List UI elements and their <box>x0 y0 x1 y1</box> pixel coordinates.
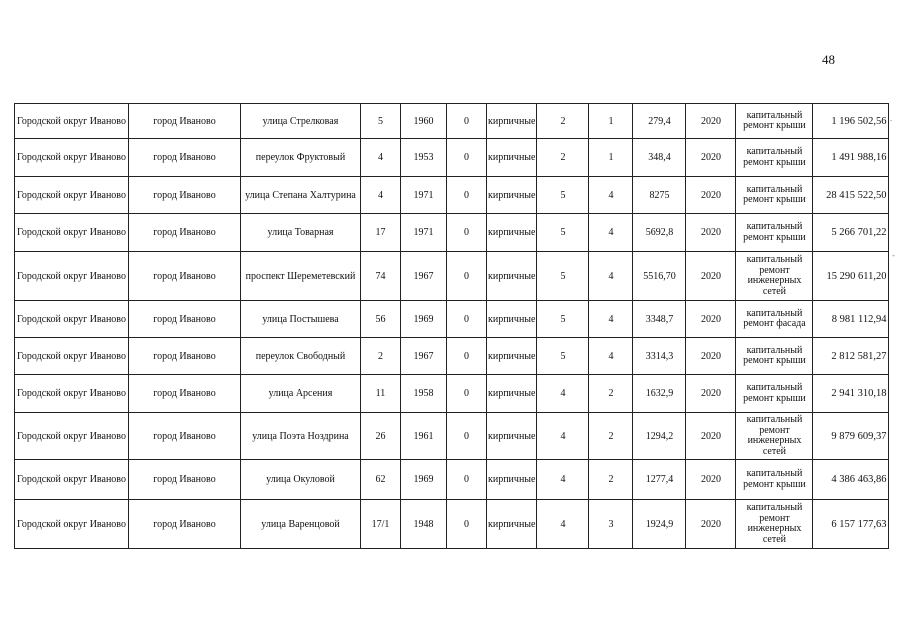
page-number: 48 <box>822 52 835 67</box>
table-row <box>15 338 889 375</box>
cell-cost: 5 266 701,22 <box>813 214 889 252</box>
cell-municipality: Городской округ Иваново <box>15 413 129 460</box>
cell-settlement: город Иваново <box>129 214 241 252</box>
table-row <box>15 214 889 252</box>
cell-floors: 2 <box>537 139 589 177</box>
cell-wall-material: кирпичные <box>487 139 537 177</box>
cell-entrances: 4 <box>589 301 633 338</box>
cell-year-reconstructed: 0 <box>447 375 487 413</box>
cell-entrances: 2 <box>589 413 633 460</box>
cell-area: 1277,4 <box>633 460 686 500</box>
cell-work-type: капитальный ремонт крыши <box>736 177 813 214</box>
cell-work-type: капитальный ремонт инженерных сетей <box>736 252 813 301</box>
cell-year-built: 1967 <box>401 338 447 375</box>
cell-settlement: город Иваново <box>129 338 241 375</box>
cell-street: улица Степана Халтурина <box>241 177 361 214</box>
cell-year-reconstructed: 0 <box>447 413 487 460</box>
cell-entrances: 1 <box>589 139 633 177</box>
cell-cost: 6 157 177,63 <box>813 500 889 549</box>
cell-house-number: 5 <box>361 104 401 139</box>
cell-area: 5692,8 <box>633 214 686 252</box>
cell-planned-year: 2020 <box>686 413 736 460</box>
cell-wall-material: кирпичные <box>487 104 537 139</box>
cell-year-reconstructed: 0 <box>447 460 487 500</box>
cell-area: 5516,70 <box>633 252 686 301</box>
cell-area: 279,4 <box>633 104 686 139</box>
cell-planned-year: 2020 <box>686 139 736 177</box>
cell-cost: 2 941 310,18 <box>813 375 889 413</box>
cell-year-reconstructed: 0 <box>447 338 487 375</box>
cell-wall-material: кирпичные <box>487 460 537 500</box>
cell-planned-year: 2020 <box>686 338 736 375</box>
cell-planned-year: 2020 <box>686 301 736 338</box>
cell-area: 1632,9 <box>633 375 686 413</box>
cell-settlement: город Иваново <box>129 301 241 338</box>
cell-wall-material: кирпичные <box>487 413 537 460</box>
cell-wall-material: кирпичные <box>487 177 537 214</box>
cell-wall-material: кирпичные <box>487 500 537 549</box>
cell-street: улица Стрелковая <box>241 104 361 139</box>
cell-entrances: 4 <box>589 338 633 375</box>
cell-floors: 5 <box>537 338 589 375</box>
cell-floors: 2 <box>537 104 589 139</box>
cell-municipality: Городской округ Иваново <box>15 177 129 214</box>
cell-year-built: 1969 <box>401 460 447 500</box>
cell-work-type: капитальный ремонт крыши <box>736 375 813 413</box>
cell-floors: 4 <box>537 413 589 460</box>
cell-house-number: 62 <box>361 460 401 500</box>
table-row <box>15 301 889 338</box>
cell-street: улица Постышева <box>241 301 361 338</box>
cell-house-number: 4 <box>361 139 401 177</box>
cell-house-number: 4 <box>361 177 401 214</box>
cell-area: 3348,7 <box>633 301 686 338</box>
cell-cost: 1 196 502,56 <box>813 104 889 139</box>
cell-year-reconstructed: 0 <box>447 139 487 177</box>
cell-planned-year: 2020 <box>686 252 736 301</box>
table-body <box>15 104 889 549</box>
cell-year-built: 1971 <box>401 214 447 252</box>
cell-settlement: город Иваново <box>129 252 241 301</box>
scan-mark: . <box>890 113 893 123</box>
cell-year-reconstructed: 0 <box>447 177 487 214</box>
cell-cost: 9 879 609,37 <box>813 413 889 460</box>
cell-cost: 15 290 611,20 <box>813 252 889 301</box>
cell-settlement: город Иваново <box>129 104 241 139</box>
cell-street: улица Окуловой <box>241 460 361 500</box>
cell-house-number: 26 <box>361 413 401 460</box>
cell-planned-year: 2020 <box>686 214 736 252</box>
table-row <box>15 139 889 177</box>
cell-municipality: Городской округ Иваново <box>15 500 129 549</box>
cell-area: 1294,2 <box>633 413 686 460</box>
cell-wall-material: кирпичные <box>487 214 537 252</box>
cell-work-type: капитальный ремонт крыши <box>736 139 813 177</box>
cell-work-type: капитальный ремонт крыши <box>736 460 813 500</box>
table-row <box>15 413 889 460</box>
cell-wall-material: кирпичные <box>487 338 537 375</box>
cell-municipality: Городской округ Иваново <box>15 338 129 375</box>
cell-work-type: капитальный ремонт инженерных сетей <box>736 500 813 549</box>
cell-floors: 4 <box>537 375 589 413</box>
cell-planned-year: 2020 <box>686 460 736 500</box>
housing-repair-table <box>14 103 889 549</box>
cell-settlement: город Иваново <box>129 500 241 549</box>
cell-area: 348,4 <box>633 139 686 177</box>
cell-year-built: 1958 <box>401 375 447 413</box>
cell-street: улица Варенцовой <box>241 500 361 549</box>
cell-municipality: Городской округ Иваново <box>15 252 129 301</box>
cell-year-reconstructed: 0 <box>447 301 487 338</box>
cell-municipality: Городской округ Иваново <box>15 139 129 177</box>
cell-work-type: капитальный ремонт крыши <box>736 214 813 252</box>
table-row <box>15 460 889 500</box>
cell-municipality: Городской округ Иваново <box>15 460 129 500</box>
cell-floors: 5 <box>537 252 589 301</box>
cell-year-reconstructed: 0 <box>447 500 487 549</box>
cell-floors: 5 <box>537 214 589 252</box>
cell-wall-material: кирпичные <box>487 252 537 301</box>
cell-entrances: 2 <box>589 460 633 500</box>
cell-street: переулок Фруктовый <box>241 139 361 177</box>
cell-street: улица Поэта Ноздрина <box>241 413 361 460</box>
cell-floors: 5 <box>537 177 589 214</box>
cell-municipality: Городской округ Иваново <box>15 104 129 139</box>
cell-municipality: Городской округ Иваново <box>15 375 129 413</box>
cell-year-built: 1971 <box>401 177 447 214</box>
cell-house-number: 11 <box>361 375 401 413</box>
cell-work-type: капитальный ремонт крыши <box>736 338 813 375</box>
cell-street: переулок Свободный <box>241 338 361 375</box>
cell-floors: 4 <box>537 460 589 500</box>
cell-settlement: город Иваново <box>129 413 241 460</box>
cell-house-number: 56 <box>361 301 401 338</box>
cell-area: 8275 <box>633 177 686 214</box>
cell-house-number: 74 <box>361 252 401 301</box>
cell-floors: 4 <box>537 500 589 549</box>
table-row <box>15 500 889 549</box>
cell-year-built: 1948 <box>401 500 447 549</box>
cell-area: 3314,3 <box>633 338 686 375</box>
cell-settlement: город Иваново <box>129 375 241 413</box>
cell-cost: 2 812 581,27 <box>813 338 889 375</box>
cell-year-built: 1953 <box>401 139 447 177</box>
cell-year-built: 1967 <box>401 252 447 301</box>
cell-settlement: город Иваново <box>129 460 241 500</box>
cell-entrances: 4 <box>589 214 633 252</box>
cell-settlement: город Иваново <box>129 177 241 214</box>
cell-year-built: 1961 <box>401 413 447 460</box>
cell-cost: 28 415 522,50 <box>813 177 889 214</box>
cell-cost: 8 981 112,94 <box>813 301 889 338</box>
cell-year-reconstructed: 0 <box>447 214 487 252</box>
table-row <box>15 177 889 214</box>
table-row <box>15 375 889 413</box>
cell-work-type: капитальный ремонт фасада <box>736 301 813 338</box>
cell-cost: 4 386 463,86 <box>813 460 889 500</box>
cell-wall-material: кирпичные <box>487 375 537 413</box>
cell-municipality: Городской округ Иваново <box>15 214 129 252</box>
cell-street: улица Товарная <box>241 214 361 252</box>
cell-floors: 5 <box>537 301 589 338</box>
cell-house-number: 17 <box>361 214 401 252</box>
cell-planned-year: 2020 <box>686 500 736 549</box>
cell-area: 1924,9 <box>633 500 686 549</box>
cell-planned-year: 2020 <box>686 104 736 139</box>
scan-mark: - <box>892 250 895 260</box>
cell-municipality: Городской округ Иваново <box>15 301 129 338</box>
cell-work-type: капитальный ремонт инженерных сетей <box>736 413 813 460</box>
cell-wall-material: кирпичные <box>487 301 537 338</box>
cell-street: улица Арсения <box>241 375 361 413</box>
cell-entrances: 4 <box>589 177 633 214</box>
cell-year-built: 1960 <box>401 104 447 139</box>
cell-house-number: 2 <box>361 338 401 375</box>
cell-settlement: город Иваново <box>129 139 241 177</box>
cell-entrances: 2 <box>589 375 633 413</box>
cell-entrances: 4 <box>589 252 633 301</box>
cell-street: проспект Шереметевский <box>241 252 361 301</box>
table-row <box>15 104 889 139</box>
cell-house-number: 17/1 <box>361 500 401 549</box>
cell-year-reconstructed: 0 <box>447 104 487 139</box>
cell-year-built: 1969 <box>401 301 447 338</box>
cell-work-type: капитальный ремонт крыши <box>736 104 813 139</box>
cell-planned-year: 2020 <box>686 375 736 413</box>
cell-entrances: 3 <box>589 500 633 549</box>
cell-year-reconstructed: 0 <box>447 252 487 301</box>
cell-planned-year: 2020 <box>686 177 736 214</box>
cell-entrances: 1 <box>589 104 633 139</box>
table-row <box>15 252 889 301</box>
cell-cost: 1 491 988,16 <box>813 139 889 177</box>
